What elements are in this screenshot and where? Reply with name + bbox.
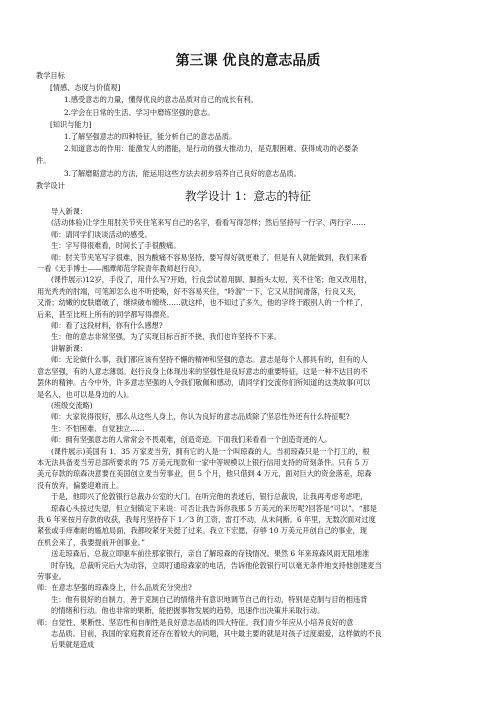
lesson-line: 紧张或手痒难耐的尴尬局面，我都咬紧牙关挺了过来。我立下宏愿，存够 10 万美元开创自己的事业，现 [37, 526, 367, 536]
lesson-line: 罢休的精神。古今中外，许多意志坚强的人令我们敬佩和感动，请同学们交流你们所知道的这类故事(可以 [37, 378, 371, 388]
lesson-line: 一看《无手博士——湘潭师范学院青年教师赵行良》。 [37, 264, 206, 274]
lesson-line: 生：他的意志非常坚强，为了实现目标百折不挠，我们也许坚持不下来。 [51, 332, 282, 342]
knowledge-item-1: 1.了解坚强意志的四种特征，能分析自己的意志品质。 [64, 132, 237, 142]
knowledge-item-3: 3.了解磨砺意志的方法，能运用这些方法去初步培养自己良好的意志品质。 [64, 168, 301, 178]
lesson-line: 用光秃秃的肘端，可笔卸怎么也不听使唤，好不容易夹住，“呤溜”一下，它又从肘间滑落，行良又夹， [37, 286, 361, 296]
lesson-line: 意志坚强，有的人意志薄弱。赵行良身上体现出来的坚强性是良好意志的重要特征，这是一种不达目的不 [37, 366, 368, 376]
knowledge-label: [知识与能力] [50, 119, 92, 129]
lesson-line: 劳事业。 [37, 572, 66, 581]
lesson-line: 又滑；幼嫩的皮肤磨破了，继续破布缠绕……就这样，也不知过了多久，他的字终于跟别人的一个样了， [37, 298, 368, 308]
lesson-body [37, 206, 465, 651]
lesson-line: 我 6 年来按月存款的收获，我每月坚持存下 1／3 的工资，雷打不动，从未间断。6 年里，无数次面对过度 [37, 514, 376, 524]
lesson-line: 的情绪和行动。他也非常的果断，能把握事物发展的趋势，迅速作出决策并采取行动。 [51, 606, 325, 616]
lesson-line: (课件展示)美国有 1．35 万家麦当劳，拥有它的人是一个叫琼森的人。当初琼森只是一个打工的，根 [51, 446, 370, 456]
design-label: 教学设计 [36, 180, 65, 190]
lesson-line: 后果就是造成 [51, 640, 95, 650]
lesson-line: 师：无论做什么事，我们都应该有坚持不懈的精神和坚强的意志。意志是每个人都具有的，但有的人 [51, 355, 368, 365]
knowledge-item-2: 2.知道意志的作用：能激发人的潜能，是行动的强大推动力，是克服困难、获得成功的必要条 [64, 144, 359, 154]
lesson-line: 师：自觉性、果断性、坚忍性和自制性是良好意志品质的四大特征。我们青少年应从小培养良好的意 [37, 617, 354, 627]
lesson-line: 后来，甚至比班上所有的同学都写得漂亮。 [37, 309, 174, 319]
objectives-heading: 教学目标 [36, 71, 65, 80]
lesson-line: (活动体验)让学生用肘关节夹住笔来写自己的名字，看看写得怎样；然后坚持写一行字、两行字…… [51, 218, 366, 228]
lesson-line: 本无法具备麦当劳总部所要求的 75 万美元现款和一家中等规模以上银行信用支持的苛刻条件。只有 5 万 [37, 457, 369, 467]
lesson-line: 送走琼森后，总裁立即驱车前往那家银行，亲自了解琼森的存钱情况。果然 6 年来琼森风雨无阻地准 [51, 549, 370, 559]
emotion-item-1: 1.感受意志的力量，懂得优良的意志品质对自己的成长有利。 [64, 95, 258, 105]
emotion-label: [情感、态度与价值观] [50, 83, 121, 93]
page-title: 第三课 优良的意志品质 [175, 53, 321, 69]
lesson-line: 没有放弃，偏要迎难而上。 [37, 480, 124, 490]
lesson-line: 在机会来了，我要提前开创事业。” [37, 537, 145, 547]
lesson-line: (班级交流略) [51, 400, 93, 410]
lesson-line: 生：他有很好的自制力，善于克制自己的情绪并有意识地调节自己的行动，特别是克制与目的相违背 [51, 594, 368, 604]
lesson-line: 生：字写得很难看，时间长了手很酸痛。 [51, 241, 181, 251]
lesson-line: 生：不怕困难、自觉独立…… [51, 423, 145, 433]
lesson-line: 于是，他即兴了伦敦银行总裁办公室的大门。在听完他的表述后，银行总裁说，让我再考虑考虑吧， [51, 492, 368, 502]
lesson-line: 讲解新课： [51, 343, 87, 353]
section-title: 教学设计 1：意志的特征 [185, 189, 311, 203]
lesson-line: (课件展示)12岁，手没了，用什么写?开始，行良尝试着用脚、脚指头太短，夹不住笔；他又改用肘， [51, 275, 372, 285]
lesson-line: 师：拥有坚强意志的人常常会不畏艰难，创造奇迹。下面我们来看看一个创造奇迹的人。 [51, 435, 332, 445]
objectives-section [36, 70, 466, 192]
lesson-line: 师：请同学们谈谈活动的感受。 [51, 229, 152, 239]
lesson-line: 师：大家说得很好，那么从这些人身上，你认为良好的意志品质除了坚忍性外还有什么特征呢? [51, 412, 350, 422]
lesson-line: 师：在意志坚强的琼森身上，什么品质充分突出? [37, 583, 192, 593]
knowledge-item-2-cont: 件。 [36, 156, 51, 166]
lesson-line: 美元存款的琼森决意要在美国创立麦当劳事业，但 5 个月，他只借到 4 万元，面对巨大的资金落差，琼森 [37, 469, 372, 479]
emotion-item-2: 2.学会在日常的生活、学习中磨练坚强的意志。 [64, 107, 215, 117]
lesson-line: 琼森心头掠过失望，但立刻镇定下来说：可否让我告诉你我那 5 万美元的来历呢?回答是“可以”。“那是 [51, 503, 377, 513]
lesson-line: 师：肘关节夹笔写字很难，因为酸痛不容易坚持，要写得好就更难了，但是有人就能做到，我们来看 [51, 252, 368, 262]
lesson-line: 是名人，也可以是身边的人)。 [37, 389, 134, 399]
lesson-line: 导入新课： [51, 207, 87, 216]
lesson-line: 志品质。目前，我国的家庭教育还存在着较大的问题，其中最主要的就是对孩子过度溺爱，这样做的不良 [51, 629, 382, 639]
lesson-line: 时存钱，总裁听完后大为动容，立即打通琼森家的电话，告诉他伦敦银行可以毫无条件地支持他创建麦当 [51, 560, 382, 570]
lesson-line: 师：看了这段材料，你有什么感想? [51, 321, 163, 331]
